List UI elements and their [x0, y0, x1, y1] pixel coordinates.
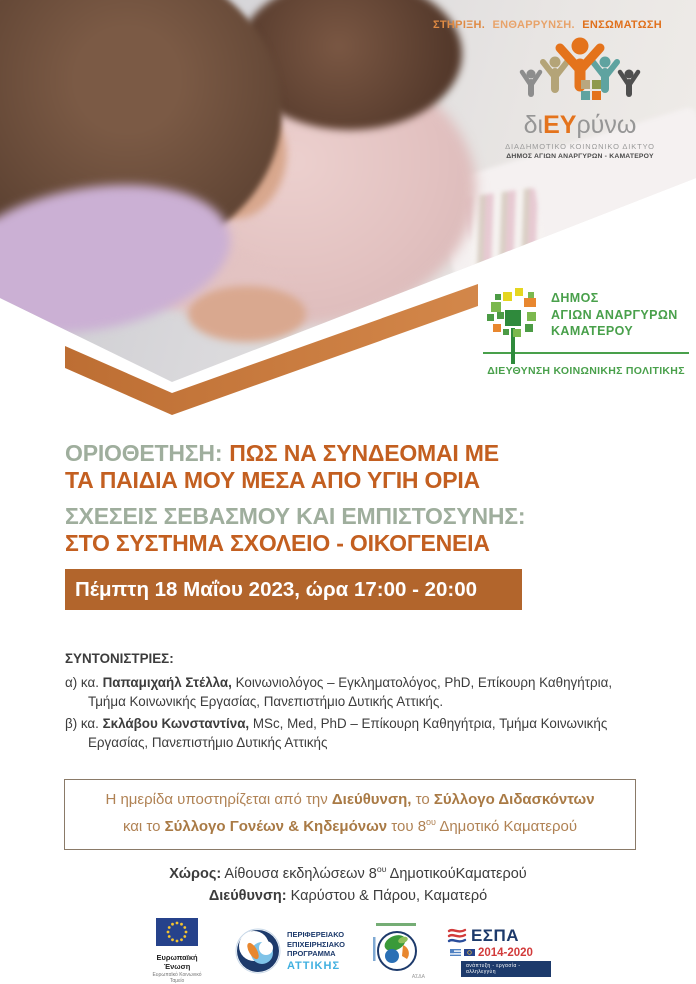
department-label: ΔΙΕΥΘΥΝΣΗ ΚΟΙΝΩΝΙΚΗΣ ΠΟΛΙΤΙΚΗΣ	[487, 365, 685, 377]
dieyryno-subtitle: ΔΙΑΔΗΜΟΤΙΚΟ ΚΟΙΝΩΝΙΚΟ ΔΙΚΤΥΟ	[505, 142, 655, 151]
pep-text-line3: ΠΡΟΓΡΑΜΜΑ	[287, 949, 336, 959]
municipality-name	[551, 290, 678, 340]
municipality-name-line2: ΑΓΙΩΝ ΑΝΑΡΓΥΡΩΝ	[551, 307, 678, 322]
title-line2: ΤΑ ΠΑΙΔΙΑ ΜΟΥ ΜΕΣΑ ΑΠΟ ΥΓΙΗ ΟΡΙΑ	[65, 467, 480, 493]
support-seg: το	[411, 791, 434, 808]
eu-logo	[145, 918, 209, 984]
coordinator-details: MSc, Med, PhD – Επίκουρη Καθηγήτρια, Τμήμα Κοινωνικής Εργασίας, Πανεπιστήμιο Δυτικής Αττικής	[88, 716, 608, 750]
coordinator-name: Παπαμιχαήλ Στέλλα,	[102, 675, 232, 690]
title-line4: ΣΤΟ ΣΥΣΤΗΜΑ ΣΧΟΛΕΙΟ - ΟΙΚΟΓΕΝΕΙΑ	[65, 530, 490, 556]
address-text: Καρύστου & Πάρου, Καματερό	[286, 887, 488, 904]
greek-flag-icon	[450, 949, 461, 956]
pep-circle-icon	[235, 928, 281, 974]
coordinator-prefix: β) κα.	[65, 716, 103, 731]
pep-text-line1: ΠΕΡΙΦΕΡΕΙΑΚΟ	[287, 930, 345, 940]
dieyryno-municipalities: ΔΗΜΟΣ ΑΓΙΩΝ ΑΝΑΡΓΥΡΩΝ - ΚΑΜΑΤΕΡΟΥ	[506, 153, 654, 160]
title-line3: ΣΧΕΣΕΙΣ ΣΕΒΑΣΜΟΥ ΚΑΙ ΕΜΠΙΣΤΟΣΥΝΗΣ:	[65, 503, 526, 529]
asda-logo	[371, 923, 425, 980]
footer-logos	[0, 918, 696, 984]
eu-flag-icon	[156, 918, 198, 946]
venue-text: Αίθουσα εκδηλώσεων 8	[221, 865, 377, 882]
coordinators-section	[65, 649, 653, 755]
support-seg: Η ημερίδα υποστηρίζεται από την	[105, 791, 332, 808]
pep-text-line4: ΑΤΤΙΚΗΣ	[287, 959, 341, 972]
asda-caption: ΑΣΔΑ	[411, 973, 425, 980]
pep-attikis-logo	[235, 928, 345, 974]
title-line1-accent: ΠΩΣ ΝΑ ΣΥΝΔΕΟΜΑΙ ΜΕ	[229, 440, 499, 466]
venue-superscript: ου	[376, 864, 387, 874]
espa-name: ΕΣΠΑ	[470, 925, 520, 945]
title-line1-muted: ΟΡΙΟΘΕΤΗΣΗ:	[65, 440, 223, 466]
eu-logo-name: Ευρωπαϊκή Ένωση	[156, 953, 198, 971]
tagline-word: ΕΝΣΩΜΑΤΩΣΗ	[582, 19, 662, 31]
espa-motto: ανάπτυξη - εργασία - αλληλεγγύη	[465, 962, 521, 975]
datetime-banner: Πέμπτη 18 Μαΐου 2023, ώρα 17:00 - 20:00	[65, 569, 522, 610]
municipality-name-line3: ΚΑΜΑΤΕΡΟΥ	[551, 324, 634, 338]
dieyryno-logo	[495, 36, 665, 160]
support-seg-bold: Διεύθυνση,	[331, 791, 412, 808]
dieyryno-people-icon	[515, 36, 645, 110]
municipality-tree-icon	[483, 284, 543, 368]
venue-text2: ΔημοτικούΚαματερού	[386, 865, 527, 882]
support-superscript: ου	[426, 817, 436, 827]
coordinator-prefix: α) κα.	[65, 675, 103, 690]
pep-text-line2: ΕΠΙΧΕΙΡΗΣΙΑΚΟ	[287, 939, 345, 949]
location-section	[0, 858, 696, 907]
coordinator-details: Κοινωνιολόγος – Εγκληματολόγος, PhD, Επίκουρη Καθηγήτρια, Τμήμα Κοινωνικής Εργασίας, Πανεπιστήμιο Δυτικής Αττικής.	[88, 675, 613, 709]
dieyryno-name-end: ρύνω	[576, 111, 637, 139]
support-seg-bold: Σύλλογο Διδασκόντων	[433, 791, 595, 808]
address-line	[0, 885, 696, 907]
support-seg: και το	[122, 818, 165, 835]
coordinator-name: Σκλάβου Κωνσταντίνα,	[102, 716, 250, 731]
support-seg: του 8	[387, 818, 427, 835]
eu-mini-flag-icon	[464, 949, 475, 956]
municipality-name-line1: ΔΗΜΟΣ	[551, 291, 599, 305]
espa-years: 2014-2020	[477, 946, 533, 959]
espa-motto-bar	[461, 961, 551, 977]
tagline-word: ΣΤΗΡΙΞΗ.	[433, 19, 486, 31]
venue-label: Χώρος:	[169, 865, 222, 882]
coordinators-heading: ΣΥΝΤΟΝΙΣΤΡΙΕΣ:	[65, 651, 174, 666]
support-note-box	[64, 779, 636, 850]
event-title	[65, 440, 525, 557]
venue-line	[0, 858, 696, 885]
espa-waves-icon	[447, 928, 467, 944]
support-seg-bold: Σύλλογο Γονέων & Κηδεμόνων	[164, 818, 388, 835]
asda-emblem-icon	[373, 923, 419, 975]
address-label: Διεύθυνση:	[208, 887, 287, 904]
tagline-word: ΕΝΘΑΡΡΥΝΣΗ.	[492, 19, 575, 31]
coordinator-item	[65, 714, 653, 752]
tagline	[429, 19, 662, 31]
dieyryno-name	[495, 112, 665, 139]
municipality-logo	[483, 284, 689, 377]
dieyryno-name-start: δι	[523, 111, 544, 139]
eu-logo-subname: Ευρωπαϊκό Κοινωνικό Ταμείο	[152, 972, 202, 984]
espa-logo	[447, 926, 551, 977]
dieyryno-name-accent: ΕΥ	[543, 111, 577, 139]
coordinator-item	[65, 673, 653, 711]
support-seg: Δημοτικό Καματερού	[435, 818, 578, 835]
